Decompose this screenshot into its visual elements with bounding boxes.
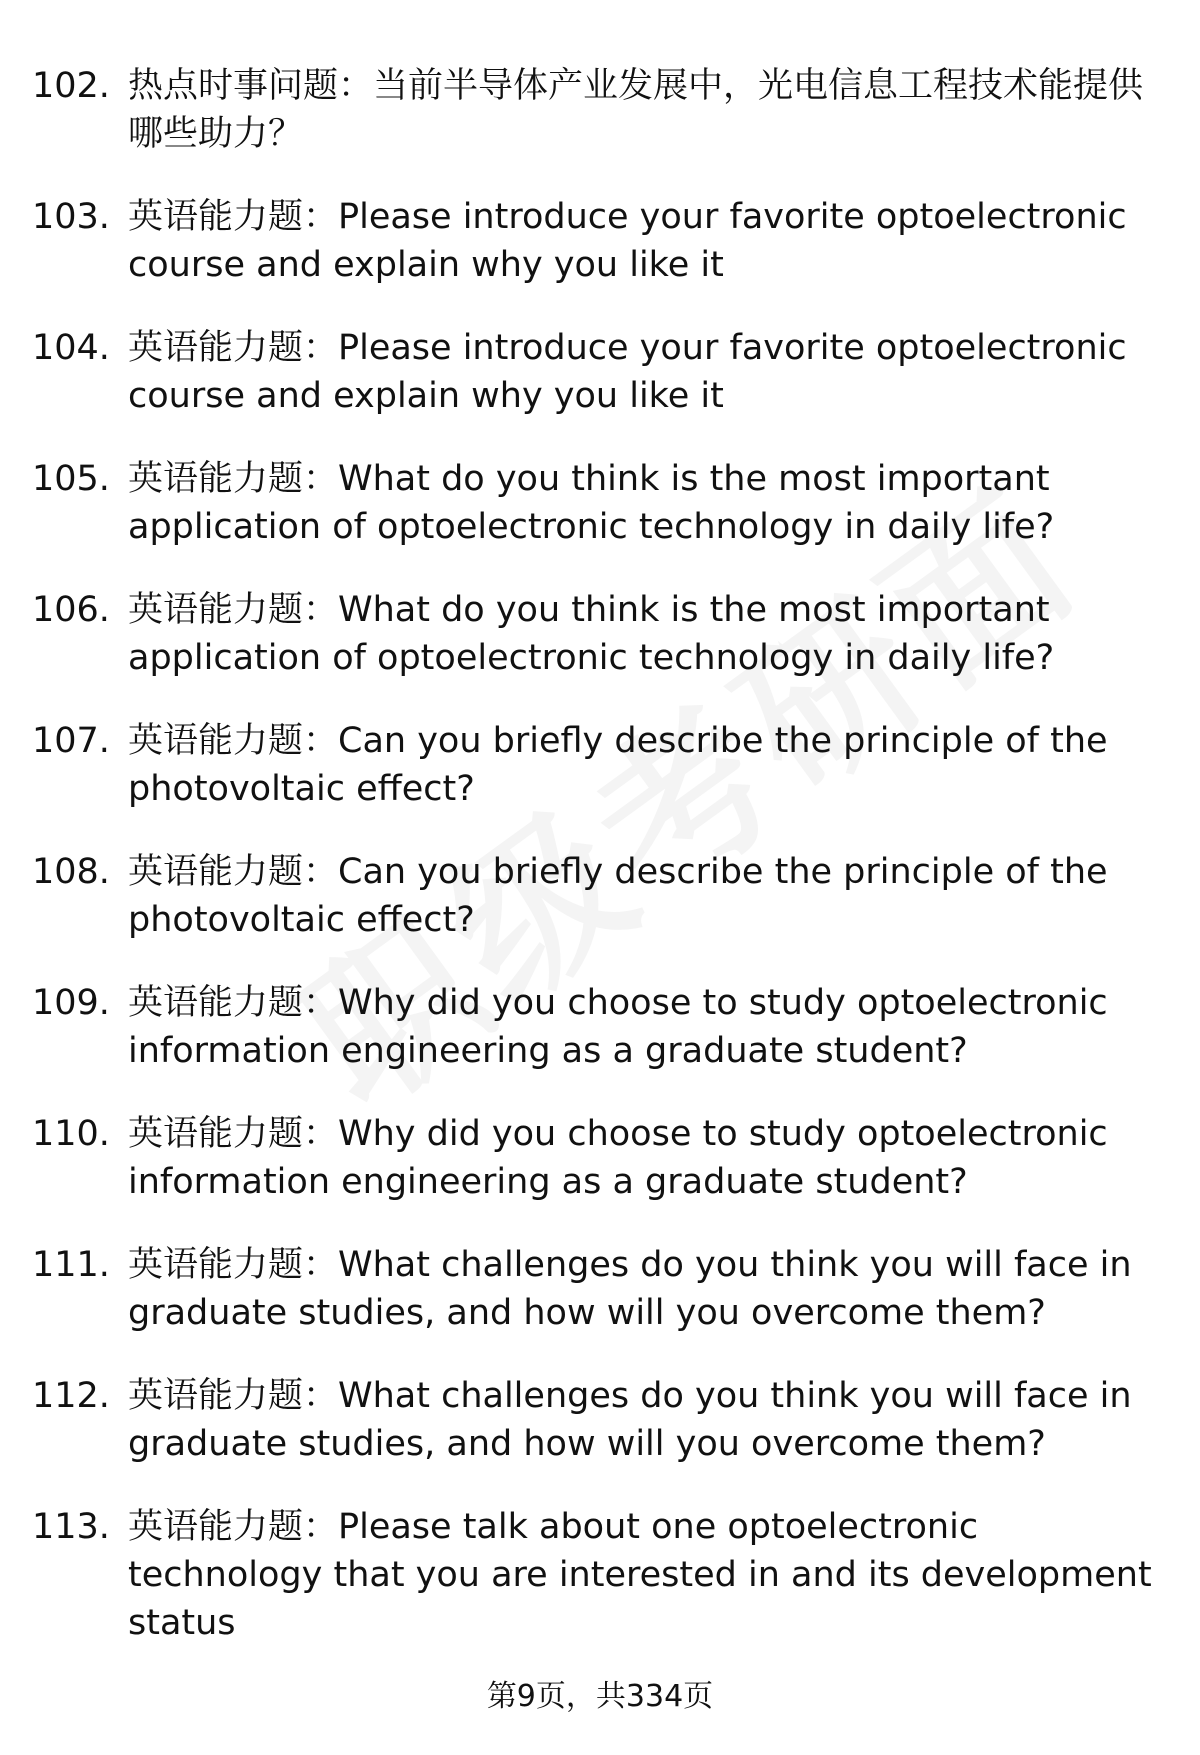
question-text: 英语能力题：Why did you choose to study optoelectronic information engineering as a graduate student?: [128, 983, 1108, 1071]
list-item: [32, 1503, 1172, 1647]
question-number: 112.: [32, 1376, 110, 1416]
question-number: 102.: [32, 66, 110, 106]
question-number: 110.: [32, 1114, 110, 1154]
list-item: [32, 455, 1172, 551]
question-number: 113.: [32, 1507, 110, 1547]
page-indicator: 第9页，共334页: [486, 1679, 714, 1714]
question-text: 英语能力题：What challenges do you think you will face in graduate studies, and how will you overcome them?: [128, 1376, 1132, 1464]
question-text: 英语能力题：Can you briefly describe the principle of the photovoltaic effect?: [128, 852, 1108, 940]
question-list: [32, 62, 1172, 1682]
question-number: 109.: [32, 983, 110, 1023]
list-item: [32, 848, 1172, 944]
question-number: 105.: [32, 459, 110, 499]
list-item: [32, 62, 1172, 158]
question-number: 108.: [32, 852, 110, 892]
list-item: [32, 586, 1172, 682]
question-text: 英语能力题：Please introduce your favorite optoelectronic course and explain why you like it: [128, 328, 1127, 416]
list-item: [32, 1372, 1172, 1468]
question-text: 英语能力题：What do you think is the most important application of optoelectronic technology in daily life?: [128, 590, 1055, 678]
list-item: [32, 193, 1172, 289]
question-number: 111.: [32, 1245, 110, 1285]
question-text: 热点时事问题：当前半导体产业发展中，光电信息工程技术能提供哪些助力？: [128, 66, 1144, 154]
question-number: 106.: [32, 590, 110, 630]
list-item: [32, 979, 1172, 1075]
list-item: [32, 324, 1172, 420]
list-item: [32, 1110, 1172, 1206]
question-number: 104.: [32, 328, 110, 368]
question-text: 英语能力题：Please talk about one optoelectronic technology that you are interested in and its development status: [128, 1507, 1152, 1643]
question-text: 英语能力题：Can you briefly describe the principle of the photovoltaic effect?: [128, 721, 1108, 809]
list-item: [32, 717, 1172, 813]
question-number: 103.: [32, 197, 110, 237]
question-text: 英语能力题：What challenges do you think you will face in graduate studies, and how will you overcome them?: [128, 1245, 1132, 1333]
question-number: 107.: [32, 721, 110, 761]
question-text: 英语能力题：Please introduce your favorite optoelectronic course and explain why you like it: [128, 197, 1127, 285]
question-text: 英语能力题：Why did you choose to study optoelectronic information engineering as a graduate student?: [128, 1114, 1108, 1202]
list-item: [32, 1241, 1172, 1337]
question-text: 英语能力题：What do you think is the most important application of optoelectronic technology in daily life?: [128, 459, 1055, 547]
